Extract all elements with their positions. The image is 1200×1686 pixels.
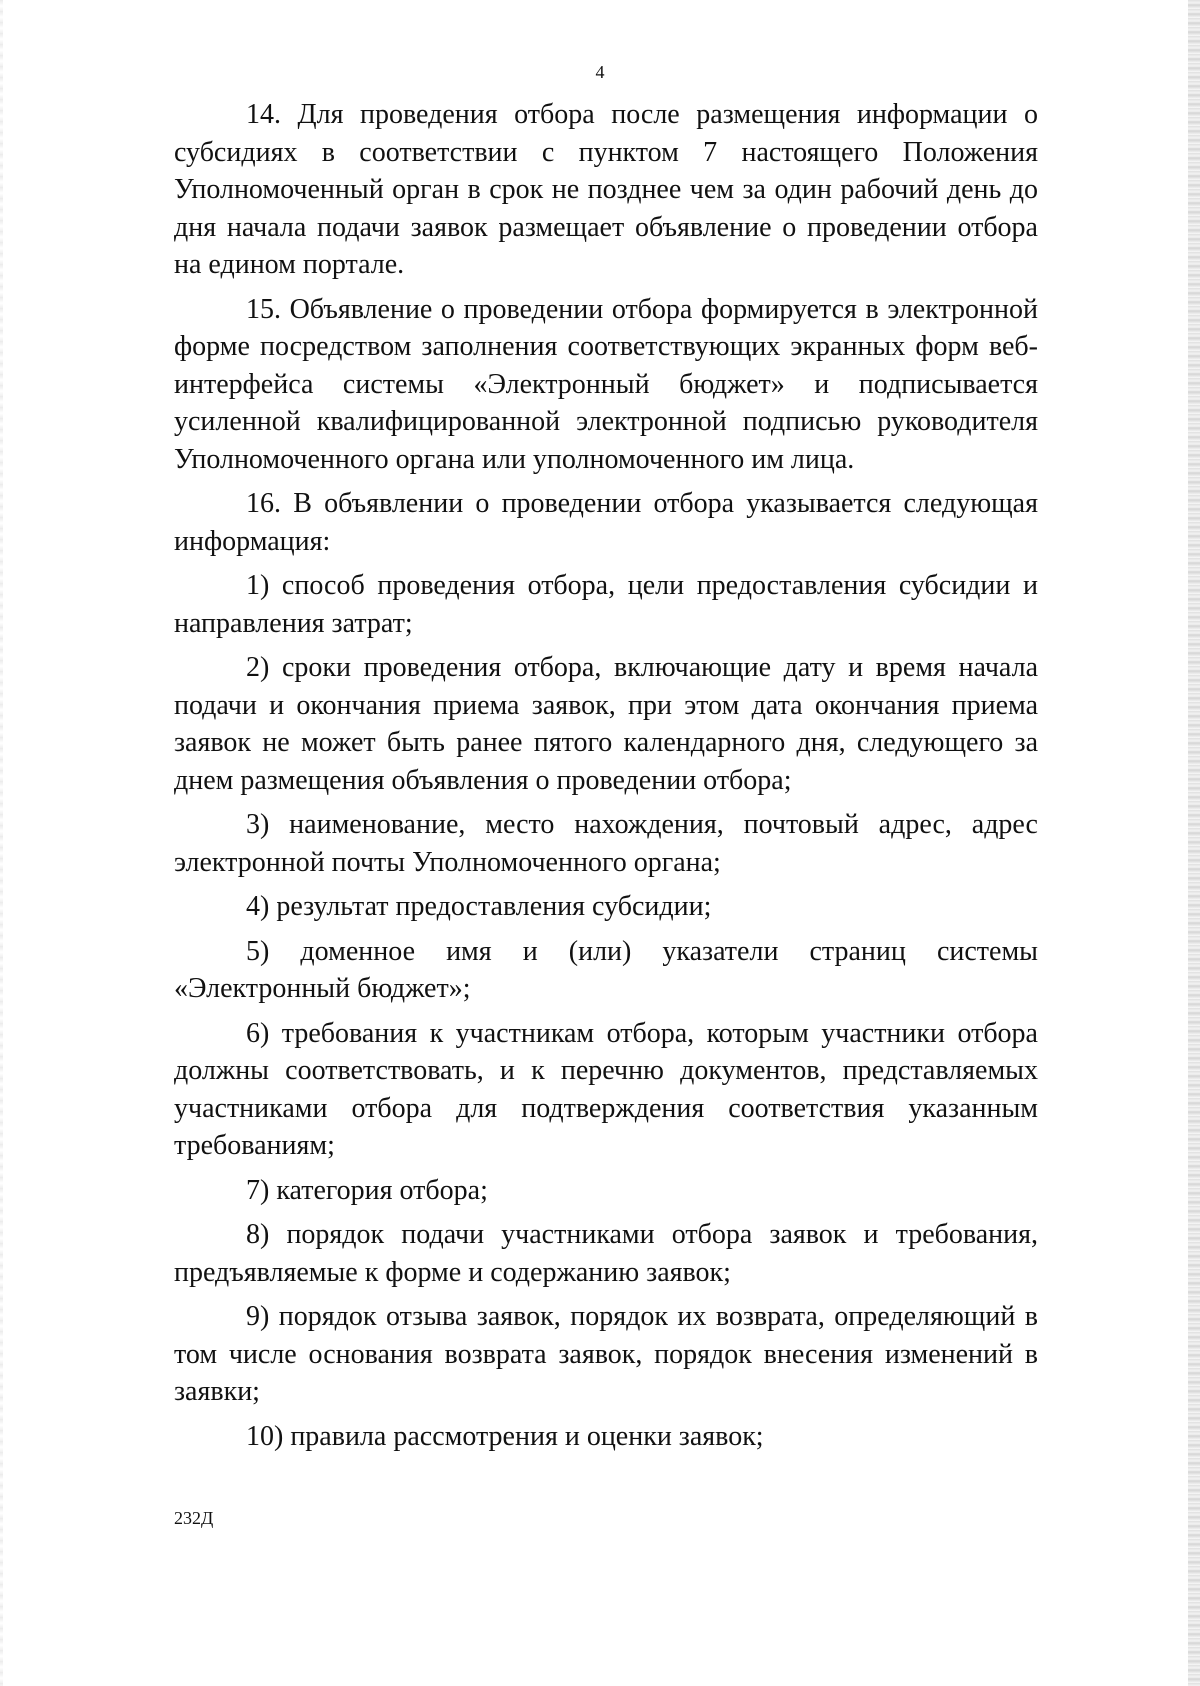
list-item-6: 6) требования к участникам отбора, которым участники отбора должны соответствовать, и к перечню документов, представляемых участниками отбора для подтверждения соответствия указанным требованиям;: [174, 1017, 1038, 1161]
document-body: [174, 96, 1038, 1462]
list-item-5: 5) доменное имя и (или) указатели страниц системы «Электронный бюджет»;: [174, 935, 1038, 1004]
scan-edge-right: [1188, 0, 1200, 1686]
paragraph-16: 16. В объявлении о проведении отбора указывается следующая информация:: [174, 488, 1038, 557]
paragraph-15: 15. Объявление о проведении отбора формируется в электронной форме посредством заполнения соответствующих экранных форм веб-интерфейса системы «Электронный бюджет» и подписывается усиленной квалифицированной электронной подписью руководителя Уполномоченного органа или уполномоченного им лица.: [174, 293, 1038, 475]
list-item-7: 7) категория отбора;: [246, 1174, 488, 1206]
list-item-4: 4) результат предоставления субсидии;: [246, 891, 712, 922]
page-number: 4: [595, 62, 605, 82]
list-item-1: 1) способ проведения отбора, цели предоставления субсидии и направления затрат;: [174, 570, 1038, 639]
list-item-9: 9) порядок отзыва заявок, порядок их возврата, определяющий в том числе основания возврата заявок, порядок внесения изменений в заявки;: [174, 1301, 1038, 1407]
list-item-8: 8) порядок подачи участниками отбора заявок и требования, предъявляемые к форме и содержанию заявок;: [174, 1219, 1038, 1288]
list-item-10: 10) правила рассмотрения и оценки заявок;: [246, 1420, 764, 1452]
list-item-2: 2) сроки проведения отбора, включающие дату и время начала подачи и окончания приема заявок, при этом дата окончания приема заявок не может быть ранее пятого календарного дня, следующего за днем размещения объявления о проведении отбора;: [174, 652, 1038, 796]
list-item-3: 3) наименование, место нахождения, почтовый адрес, адрес электронной почты Уполномоченного органа;: [174, 809, 1038, 878]
paragraph-14: 14. Для проведения отбора после размещения информации о субсидиях в соответствии с пунктом 7 настоящего Положения Уполномоченный орган в срок не позднее чем за один рабочий день до дня начала подачи заявок размещает объявление о проведении отбора на едином портале.: [174, 99, 1038, 280]
document-code: 232Д: [174, 1508, 214, 1528]
scan-edge-left: [0, 0, 3, 1686]
